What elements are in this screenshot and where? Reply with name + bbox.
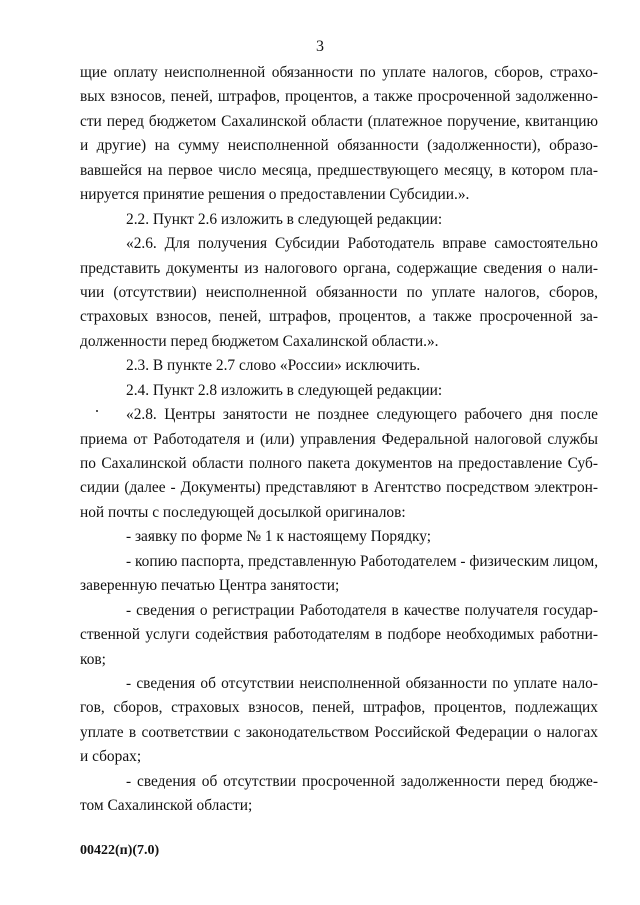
text-line: - сведения о регистрации Работодателя в качестве получателя государ- (126, 601, 598, 619)
text-line: - заявку по форме № 1 к настоящему Порядку; (126, 528, 432, 546)
paragraph-item-2-4 (80, 379, 598, 403)
text-line: нируется принятие решения о предоставлении Субсидии.». (80, 186, 470, 204)
text-line: том Сахалинской области; (80, 797, 253, 815)
paragraph-quote-2-6 (80, 232, 598, 354)
text-line: вавшейся на первое число месяца, предшествующего месяцу, в котором пла- (80, 161, 598, 179)
text-line: «2.6. Для получения Субсидии Работодатель вправе самостоятельно (126, 235, 598, 253)
paragraph-item-2-2 (80, 208, 598, 232)
text-line: сидии (далее - Документы) представляют в Агентство посредством электрон- (80, 479, 598, 497)
text-line: заверенную печатью Центра занятости; (80, 577, 340, 595)
text-line: 2.3. В пункте 2.7 слово «России» исключить. (126, 357, 421, 375)
text-line: сти перед бюджетом Сахалинской области (платежное поручение, квитанцию (80, 112, 598, 130)
text-line: 2.4. Пункт 2.8 изложить в следующей редакции: (126, 381, 443, 399)
text-line: чии (отсутствии) неисполненной обязанности по уплате налогов, сборов, (80, 283, 598, 301)
text-line: и другие) на сумму неисполненной обязанности (задолженности), образо- (80, 137, 598, 155)
text-line: уплате в соответствии с законодательством Российской Федерации о налогах (80, 723, 598, 741)
text-line: «2.8. Центры занятости не позднее следующего рабочего дня после (126, 406, 598, 424)
text-line: - копию паспорта, представленную Работодателем - физическим лицом, (126, 552, 598, 570)
text-line: гов, сборов, страховых взносов, пеней, штрафов, процентов, подлежащих (80, 699, 598, 717)
list-item (80, 770, 598, 819)
text-line: щие оплату неисполненной обязанности по уплате налогов, сборов, страхо- (80, 64, 598, 81)
paragraph-continuation (80, 61, 598, 208)
text-line: по Сахалинской области полного пакета документов на предоставление Суб- (80, 455, 598, 472)
scan-speck (96, 410, 98, 412)
list-item (80, 550, 598, 599)
text-line: ственной услуги содействия работодателям в подборе необходимых работни- (80, 626, 598, 644)
list-item (80, 525, 598, 549)
list-item (80, 672, 598, 770)
document-code: 00422(п)(7.0) (80, 843, 160, 858)
text-line: - сведения об отсутствии неисполненной обязанности по уплате нало- (126, 674, 598, 692)
document-body (80, 61, 598, 819)
text-line: приема от Работодателя и (или) управления Федеральной налоговой службы (80, 430, 598, 448)
text-line: долженности перед бюджетом Сахалинской области.». (80, 332, 439, 350)
text-line: 2.2. Пункт 2.6 изложить в следующей редакции: (126, 210, 443, 228)
text-line: - сведения об отсутствии просроченной задолженности перед бюдже- (126, 772, 598, 790)
text-line: ной почты с последующей досылкой оригиналов: (80, 503, 406, 521)
list-item (80, 599, 598, 672)
paragraph-quote-2-8 (80, 403, 598, 525)
text-line: страховых взносов, пеней, штрафов, процентов, а также просроченной за- (80, 308, 598, 326)
paragraph-item-2-3 (80, 354, 598, 378)
text-line: ков; (80, 650, 106, 668)
text-line: представить документы из налогового органа, содержащие сведения о нали- (80, 259, 598, 277)
text-line: вых взносов, пеней, штрафов, процентов, а также просроченной задолженно- (80, 88, 598, 106)
text-line: и сборах; (80, 748, 142, 766)
page-number: 3 (316, 38, 324, 55)
